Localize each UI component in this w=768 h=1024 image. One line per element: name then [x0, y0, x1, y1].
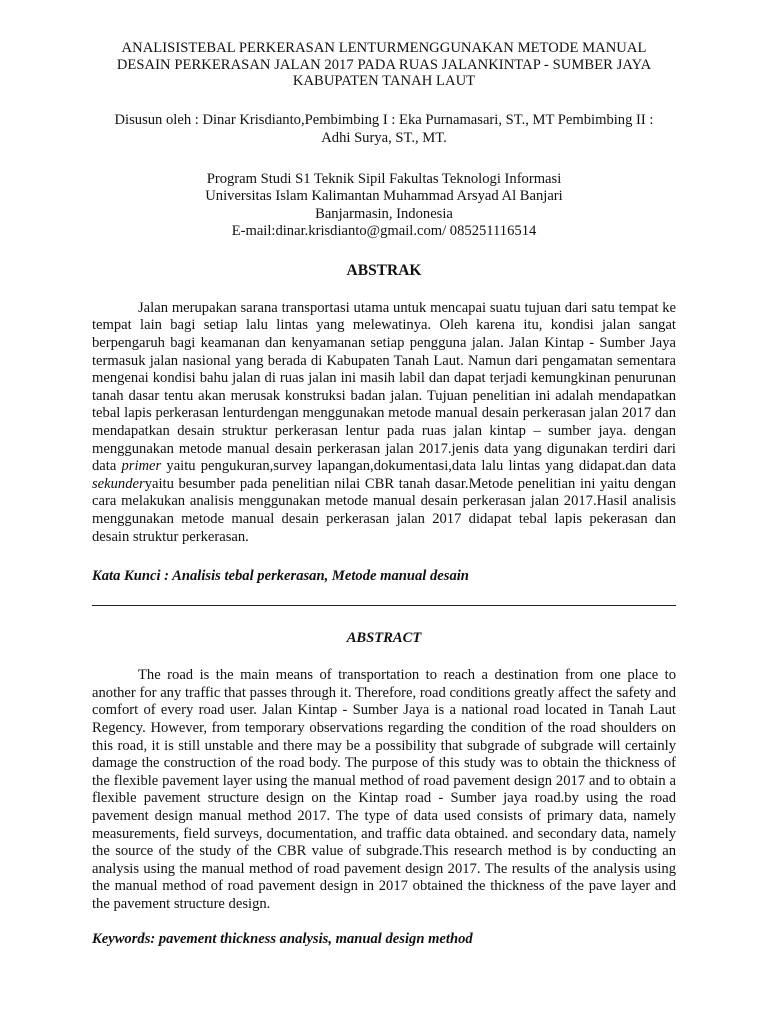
abstrak-heading: ABSTRAK — [346, 261, 422, 279]
affiliation-block — [92, 171, 676, 241]
author-line — [92, 111, 676, 147]
abstrak-text-part-1: Jalan merupakan sarana transportasi utama untuk mencapai suatu tujuan dari satu tempat ke tempat lain bagi setiap lalu lintas yang melewatinya. Oleh karena itu, kondisi jalan sangat berpengaruh bagi keamanan dan kenyamanan setiap pengguna jalan. Jalan Kintap - Sumber Jaya termasuk jalan nasional yang berada di Kabupaten Tanah Laut. Namun dari pengamatan sementara mengenai kondisi bahu jalan di ruas jalan ini masih labil dan dapat terjadi kemungkinan penurunan tanah dasar tentu akan merusak konstruksi badan jalan. Tujuan penelitian ini adalah mendapatkan tebal lapis perkerasan lenturdengan menggunakan metode manual desain perkerasan jalan 2017 dan mendapatkan desain struktur perkerasan lentur pada ruas jalan kintap – sumber jaya. dengan menggunakan metode manual desain perkerasan jalan 2017.jenis data yang digunakan terdiri dari data — [92, 299, 676, 475]
authors-line-2: Adhi Surya, ST., MT. — [321, 129, 447, 146]
affiliation-university: Universitas Islam Kalimantan Muhammad Arsyad Al Banjari — [205, 188, 563, 205]
abstract-keywords: Keywords: pavement thickness analysis, manual design method — [92, 930, 473, 947]
title-line-1: ANALISISTEBAL PERKERASAN LENTURMENGGUNAKAN METODE MANUAL — [121, 40, 647, 56]
abstrak-text-part-2: yaitu pengukuran,survey lapangan,dokumentasi,data lalu lintas yang didapat.dan data — [161, 458, 676, 475]
abstrak-term-sekunder: sekunder — [92, 475, 145, 492]
affiliation-city: Banjarmasin, Indonesia — [315, 205, 453, 222]
authors-line-1: Disusun oleh : Dinar Krisdianto,Pembimbing I : Eka Purnamasari, ST., MT Pembimbing II : — [114, 111, 654, 128]
affiliation-contact: E-mail:dinar.krisdianto@gmail.com/ 085251116514 — [231, 223, 537, 240]
abstrak-body — [92, 300, 676, 546]
abstrak-term-primer: primer — [121, 458, 162, 475]
section-divider — [92, 605, 676, 606]
paper-title — [92, 40, 676, 90]
affiliation-program: Program Studi S1 Teknik Sipil Fakultas Teknologi Informasi — [206, 170, 562, 187]
abstract-body: The road is the main means of transportation to reach a destination from one place to another for any traffic that passes through it. Therefore, road conditions greatly affect the safety and comfort of every road user. Jalan Kintap - Sumber Jaya is a national road located in Tanah Laut Regency. However, from temporary observations regarding the condition of the road shoulders on this road, it is still unstable and there may be a possibility that subgrade of subgrade will certainly damage the construction of the road body. The purpose of this study was to obtain the thickness of the flexible pavement layer using the manual method of road pavement design 2017 and to obtain a flexible pavement structure design on the Kintap road - Sumber jaya road.by using the road pavement design manual method 2017. The type of data used consists of primary data, namely measurements, field surveys, documentation, and traffic data obtained. and secondary data, namely the source of the study of the CBR value of subgrade.This research method is by conducting an analysis using the manual method of road pavement design 2017. The results of the analysis using the manual method of road pavement design in 2017 obtained the thickness of the pave layer and the pavement structure design. — [92, 667, 676, 912]
abstrak-keywords: Kata Kunci : Analisis tebal perkerasan, Metode manual desain — [92, 568, 469, 585]
abstract-heading: ABSTRACT — [346, 630, 422, 647]
abstrak-text-part-3: yaitu besumber pada penelitian nilai CBR tanah dasar.Metode penelitian ini yaitu dengan cara melakukan analisis menggunakan metode manual desain perkerasan jalan 2017.Hasil analisis menggunakan metode manual desain perkerasan jalan 2017 didapat tebal lapis pekerasan dan desain struktur perkerasan. — [92, 475, 676, 545]
title-line-2: DESAIN PERKERASAN JALAN 2017 PADA RUAS JALANKINTAP - SUMBER JAYA — [116, 56, 652, 73]
title-line-3: KABUPATEN TANAH LAUT — [292, 73, 476, 89]
